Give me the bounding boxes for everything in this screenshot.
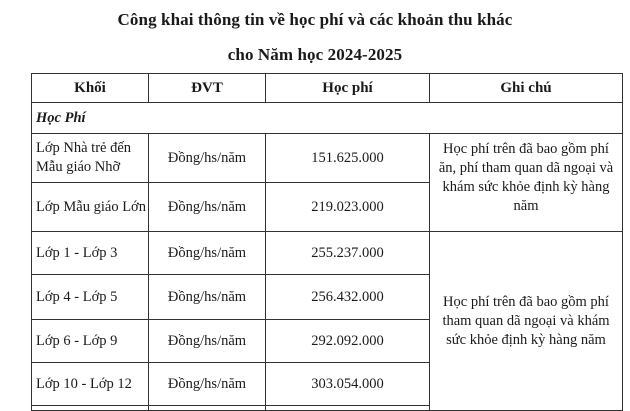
- cell-dvt: Đồng/hs/năm: [149, 363, 266, 406]
- table-row: [32, 134, 623, 183]
- cell-dvt: Đồng/hs/năm: [149, 320, 266, 363]
- header-ghi-chu: Ghi chú: [430, 74, 623, 103]
- table-row: [32, 232, 623, 275]
- cell-empty: [32, 406, 149, 411]
- cell-dvt: Đồng/hs/năm: [149, 232, 266, 275]
- cell-fee: 255.237.000: [266, 232, 430, 275]
- cell-khoi: Lớp 10 - Lớp 12: [32, 363, 149, 406]
- cell-dvt: Đồng/hs/năm: [149, 275, 266, 320]
- header-row: [32, 74, 623, 103]
- cell-dvt: Đồng/hs/năm: [149, 183, 266, 232]
- cell-empty: [149, 406, 266, 411]
- cell-fee: 303.054.000: [266, 363, 430, 406]
- document-subtitle: cho Năm học 2024-2025: [227, 45, 403, 64]
- header-dvt: ĐVT: [149, 74, 266, 103]
- cell-fee: 256.432.000: [266, 275, 430, 320]
- cell-note-preschool: Học phí trên đã bao gồm phí ăn, phí tham quan dã ngoại và khám sức khỏe định kỳ hàng năm: [430, 134, 623, 232]
- cell-note-school: Học phí trên đã bao gồm phí tham quan dã ngoại và khám sức khỏe định kỳ hàng năm: [430, 232, 623, 411]
- document-title: Công khai thông tin về học phí và các khoản thu khác: [117, 10, 513, 29]
- cell-fee: 151.625.000: [266, 134, 430, 183]
- cell-khoi: Lớp Nhà trẻ đến Mẫu giáo Nhỡ: [32, 134, 149, 183]
- cell-empty: [266, 406, 430, 411]
- cell-khoi: Lớp 4 - Lớp 5: [32, 275, 149, 320]
- section-label: Học Phí: [32, 103, 623, 134]
- cell-fee: 219.023.000: [266, 183, 430, 232]
- cell-fee: 292.092.000: [266, 320, 430, 363]
- header-hoc-phi: Học phí: [266, 74, 430, 103]
- cell-khoi: Lớp 1 - Lớp 3: [32, 232, 149, 275]
- cell-dvt: Đồng/hs/năm: [149, 134, 266, 183]
- cell-khoi: Lớp Mẫu giáo Lớn: [32, 183, 149, 232]
- header-khoi: Khối: [32, 74, 149, 103]
- section-row: [32, 103, 623, 134]
- tuition-table: [31, 73, 623, 411]
- cell-khoi: Lớp 6 - Lớp 9: [32, 320, 149, 363]
